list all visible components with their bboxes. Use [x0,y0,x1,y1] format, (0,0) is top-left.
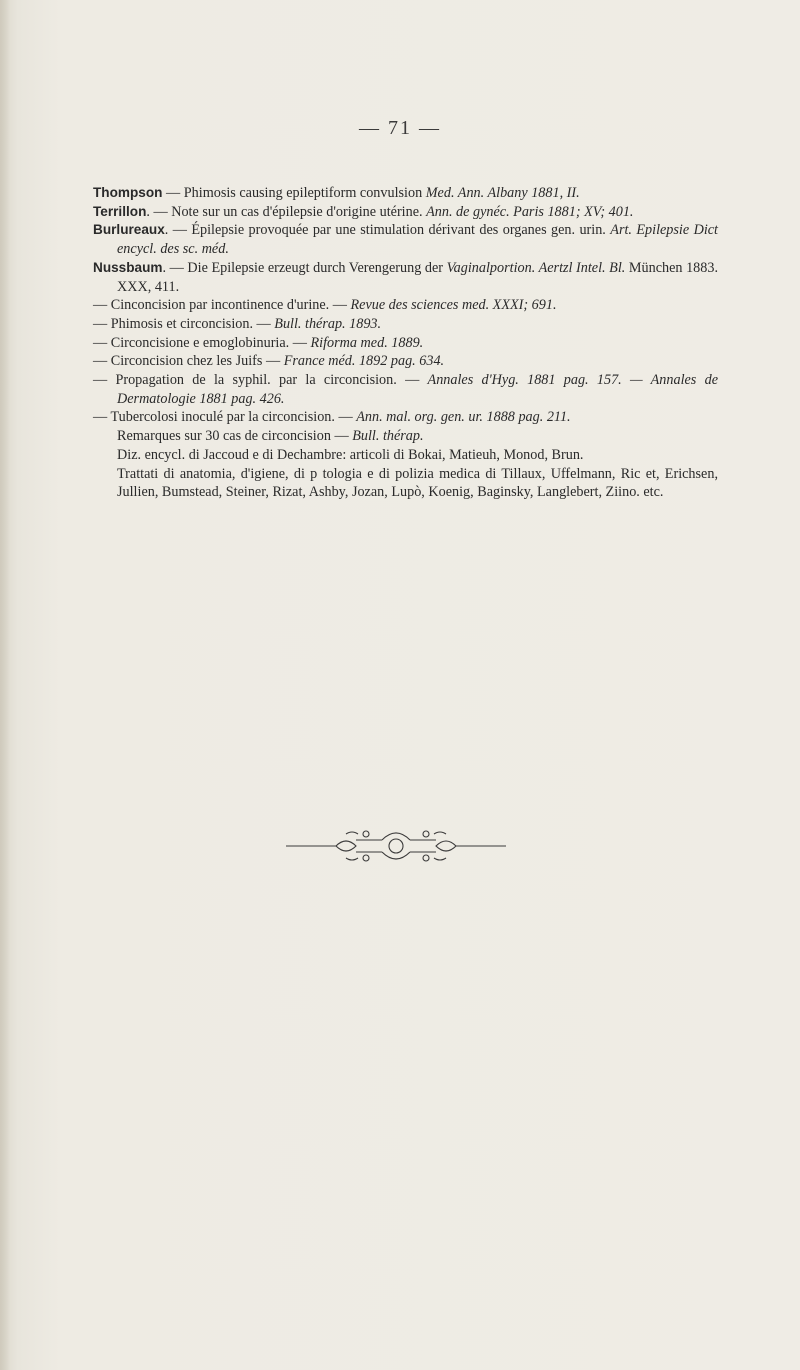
bibliography-entry: — Tubercolosi inoculé par la circoncision. — Ann. mal. org. gen. ur. 1888 pag. 211. [93,409,571,426]
bibliography-entry: — Propagation de la syphil. par la circoncision. — Annales d'Hyg. 1881 pag. 157. — Annales de Dermatologie 1881 pag. 426. [93,372,718,407]
bibliography-entry: — Circoncision chez les Juifs — France méd. 1892 pag. 634. [93,353,445,370]
page-number: — 71 — [359,117,441,139]
tailpiece-ornament-icon [286,826,506,866]
bibliography-note: Diz. encycl. di Jaccoud e di Dechambre: articoli di Bokai, Matieuh, Monod, Brun. [117,446,584,463]
page-binding-edge [0,0,10,1370]
bibliography-entry: Burlureaux. — Épilepsie provoquée par une stimulation dérivant des organes gen. urin. Art. Epilepsie Dict encycl. des sc. méd. [93,222,719,258]
bibliography-entry: Terrillon. — Note sur un cas d'épilepsie d'origine utérine. Ann. de gynéc. Paris 1881; XV; 401. [93,203,634,220]
bibliography-entry: Thompson — Phimosis causing epileptiform convulsion Med. Ann. Albany 1881, II. [93,185,580,201]
bibliography-entry: Nussbaum. — Die Epilepsie erzeugt durch Verengerung der Vaginalportion. Aertzl Intel. Bl. München 1883. XXX, 411. [93,259,719,295]
bibliography-entry: — Cinconcision par incontinence d'urine. — Revue des sciences med. XXXI; 691. [93,297,557,314]
bibliography-entry: — Circoncisione e emoglobinuria. — Riforma med. 1889. [93,334,424,351]
bibliography-note: Trattati di anatomia, d'igiene, di p tologia e di polizia medica di Tillaux, Uffelmann, Ric et, Erichsen, Jullien, Bumstead, Steiner, Rizat, Ashby, Jozan, Lupò, Koenig, Baginsky, Langlebert, Ziino. etc. [117,465,718,501]
bibliography-list [93,184,718,502]
bibliography-entry: — Phimosis et circoncision. — Bull. thérap. 1893. [93,315,382,332]
bibliography-note: Remarques sur 30 cas de circoncision — Bull. thérap. [117,428,424,445]
